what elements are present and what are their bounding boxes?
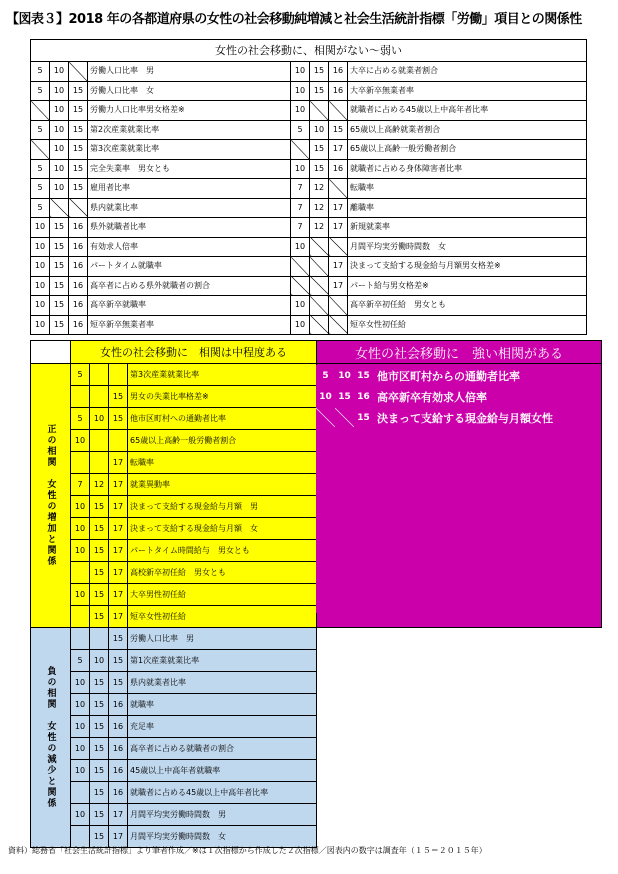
year-cell: 5 bbox=[71, 408, 90, 430]
empty-slash-cell bbox=[109, 430, 128, 452]
table-row bbox=[31, 782, 602, 804]
year-cell: 5 bbox=[31, 198, 50, 218]
year-cell: 17 bbox=[329, 218, 348, 238]
year-cell: 10 bbox=[71, 430, 90, 452]
year-cell: 17 bbox=[109, 496, 128, 518]
empty-slash-cell bbox=[69, 62, 88, 82]
year-cell: 15 bbox=[109, 672, 128, 694]
year-cell: 12 bbox=[310, 218, 329, 238]
table-row bbox=[31, 628, 602, 650]
year-cell: 10 bbox=[291, 237, 310, 257]
empty-slash-cell bbox=[31, 140, 50, 160]
year-cell: 5 bbox=[31, 159, 50, 179]
indicator-label: 高卒新卒有効求人倍率 bbox=[377, 390, 487, 404]
indicator-label: 他市区町村への通勤者比率 bbox=[128, 408, 317, 430]
year-cell: 16 bbox=[109, 782, 128, 804]
table-row bbox=[31, 804, 602, 826]
table-row bbox=[31, 179, 587, 199]
indicator-label: 雇用者比率 bbox=[88, 179, 291, 199]
table-row bbox=[31, 276, 587, 296]
empty-slash-cell bbox=[316, 408, 335, 427]
year-cell: 15 bbox=[310, 62, 329, 82]
year-cell: 10 bbox=[71, 584, 90, 606]
indicator-label: 65歳以上高齢就業者割合 bbox=[348, 120, 587, 140]
corner-cell bbox=[31, 341, 71, 364]
year-cell: 15 bbox=[90, 562, 109, 584]
year-cell: 17 bbox=[109, 804, 128, 826]
year-cell: 10 bbox=[291, 315, 310, 335]
indicator-label: 大卒男性初任給 bbox=[128, 584, 317, 606]
year-cell: 16 bbox=[329, 81, 348, 101]
table-row bbox=[31, 120, 587, 140]
empty-slash-cell bbox=[329, 101, 348, 121]
table-row bbox=[31, 760, 602, 782]
year-cell: 10 bbox=[291, 81, 310, 101]
indicator-label: 県内就業者比率 bbox=[128, 672, 317, 694]
table-row bbox=[31, 101, 587, 121]
year-cell: 7 bbox=[291, 179, 310, 199]
year-cell: 10 bbox=[31, 257, 50, 277]
year-cell: 10 bbox=[90, 408, 109, 430]
indicator-label: 完全失業率 男女とも bbox=[88, 159, 291, 179]
year-cell: 10 bbox=[50, 159, 69, 179]
indicator-label: 労働人口比率 男 bbox=[128, 628, 317, 650]
indicator-label: 月間平均実労働時間数 女 bbox=[128, 826, 317, 848]
year-cell: 15 bbox=[90, 540, 109, 562]
year-cell: 10 bbox=[319, 391, 332, 402]
strong-correlation-panel bbox=[316, 365, 601, 613]
indicator-label: 大卒に占める就業者割合 bbox=[348, 62, 587, 82]
empty-slash-cell bbox=[310, 237, 329, 257]
empty-slash-cell bbox=[71, 606, 90, 628]
year-cell: 5 bbox=[71, 650, 90, 672]
year-cell: 15 bbox=[69, 179, 88, 199]
empty-slash-cell bbox=[50, 198, 69, 218]
indicator-label: 離職率 bbox=[348, 198, 587, 218]
empty-slash-cell bbox=[90, 452, 109, 474]
year-cell: 15 bbox=[310, 140, 329, 160]
year-cell: 16 bbox=[69, 276, 88, 296]
year-cell: 15 bbox=[50, 315, 69, 335]
year-cell: 5 bbox=[71, 364, 90, 386]
indicator-label: 労働人口比率 女 bbox=[88, 81, 291, 101]
year-cell: 7 bbox=[71, 474, 90, 496]
empty-slash-cell bbox=[329, 179, 348, 199]
empty-slash-cell bbox=[291, 257, 310, 277]
year-cell: 10 bbox=[31, 218, 50, 238]
year-cell: 17 bbox=[109, 826, 128, 848]
year-cell: 10 bbox=[50, 179, 69, 199]
indicator-label: 男女の失業比率格差※ bbox=[128, 386, 317, 408]
indicator-label: 決まって支給する現金給与月額 男 bbox=[128, 496, 317, 518]
table-row bbox=[31, 81, 587, 101]
indicator-label: 就職者に占める身体障害者比率 bbox=[348, 159, 587, 179]
indicator-label: 就職率 bbox=[128, 694, 317, 716]
indicator-label: 充足率 bbox=[128, 716, 317, 738]
year-cell: 10 bbox=[71, 496, 90, 518]
indicator-label: 高校新卒初任給 男女とも bbox=[128, 562, 317, 584]
positive-correlation-label bbox=[31, 364, 71, 628]
table-row bbox=[31, 672, 602, 694]
year-cell: 10 bbox=[71, 672, 90, 694]
year-cell: 5 bbox=[291, 120, 310, 140]
indicator-label: 就職者に占める45歳以上中高年者比率 bbox=[128, 782, 317, 804]
year-cell: 15 bbox=[109, 628, 128, 650]
year-cell: 17 bbox=[109, 562, 128, 584]
year-cell: 15 bbox=[357, 370, 370, 381]
indicator-label: 第3次産業就業比率 bbox=[88, 140, 291, 160]
indicator-label: 転職率 bbox=[348, 179, 587, 199]
table-row bbox=[31, 198, 587, 218]
year-cell: 15 bbox=[310, 159, 329, 179]
year-cell: 15 bbox=[329, 120, 348, 140]
year-cell: 10 bbox=[310, 120, 329, 140]
year-cell: 16 bbox=[69, 257, 88, 277]
year-cell: 17 bbox=[329, 257, 348, 277]
table-row bbox=[31, 315, 587, 335]
moderate-correlation-header: 女性の社会移動に 相関は中程度ある bbox=[71, 341, 317, 364]
year-cell: 15 bbox=[90, 584, 109, 606]
year-cell: 10 bbox=[71, 518, 90, 540]
year-cell: 5 bbox=[322, 370, 329, 381]
indicator-label: 第3次産業就業比率 bbox=[128, 364, 317, 386]
indicator-label: パート給与男女格差※ bbox=[348, 276, 587, 296]
table-row bbox=[31, 218, 587, 238]
table-row bbox=[31, 650, 602, 672]
empty-slash-cell bbox=[329, 237, 348, 257]
table-row bbox=[31, 716, 602, 738]
empty-slash-cell bbox=[310, 276, 329, 296]
empty-slash-cell bbox=[71, 386, 90, 408]
indicator-label: 短卒女性初任給 bbox=[128, 606, 317, 628]
empty-slash-cell bbox=[310, 296, 329, 316]
year-cell: 15 bbox=[90, 804, 109, 826]
year-cell: 16 bbox=[329, 62, 348, 82]
year-cell: 17 bbox=[109, 474, 128, 496]
empty-slash-cell bbox=[310, 315, 329, 335]
year-cell: 17 bbox=[329, 276, 348, 296]
year-cell: 15 bbox=[109, 386, 128, 408]
year-cell: 16 bbox=[69, 218, 88, 238]
year-cell: 10 bbox=[31, 296, 50, 316]
indicator-label: 月間平均実労働時間数 女 bbox=[348, 237, 587, 257]
weak-correlation-header: 女性の社会移動に、相関がない～弱い bbox=[31, 40, 587, 62]
indicator-label: 45歳以上中高年者就職率 bbox=[128, 760, 317, 782]
indicator-label: 月間平均実労働時間数 男 bbox=[128, 804, 317, 826]
year-cell: 15 bbox=[69, 140, 88, 160]
indicator-label: 決まって支給する現金給与月額女性 bbox=[377, 411, 553, 425]
year-cell: 12 bbox=[310, 198, 329, 218]
year-cell: 15 bbox=[357, 412, 370, 423]
empty-slash-cell bbox=[310, 101, 329, 121]
year-cell: 15 bbox=[90, 606, 109, 628]
indicator-label: 短卒新卒無業者率 bbox=[88, 315, 291, 335]
empty-slash-cell bbox=[329, 315, 348, 335]
year-cell: 15 bbox=[90, 694, 109, 716]
year-cell: 15 bbox=[50, 218, 69, 238]
empty-slash-cell bbox=[71, 452, 90, 474]
year-cell: 16 bbox=[69, 296, 88, 316]
table-row bbox=[31, 62, 587, 82]
year-cell: 16 bbox=[69, 237, 88, 257]
year-cell: 7 bbox=[291, 198, 310, 218]
year-cell: 10 bbox=[71, 760, 90, 782]
empty-slash-cell bbox=[90, 430, 109, 452]
year-cell: 10 bbox=[90, 650, 109, 672]
year-cell: 5 bbox=[31, 120, 50, 140]
indicator-label: 就職者に占める45歳以上中高年者比率 bbox=[348, 101, 587, 121]
year-cell: 16 bbox=[109, 760, 128, 782]
positive-correlation-text: 正の相関 女性の増加と関係 bbox=[45, 424, 56, 567]
empty-slash-cell bbox=[291, 140, 310, 160]
indicator-label: 決まって支給する現金給与月額男女格差※ bbox=[348, 257, 587, 277]
weak-correlation-table bbox=[30, 39, 587, 335]
empty-slash-cell bbox=[109, 364, 128, 386]
year-cell: 15 bbox=[90, 760, 109, 782]
year-cell: 15 bbox=[69, 101, 88, 121]
year-cell: 10 bbox=[31, 315, 50, 335]
year-cell: 15 bbox=[50, 257, 69, 277]
table-row bbox=[31, 296, 587, 316]
year-cell: 10 bbox=[291, 62, 310, 82]
strong-correlation-header: 女性の社会移動に 強い相関がある bbox=[317, 341, 602, 364]
year-cell: 16 bbox=[357, 391, 370, 402]
indicator-label: 65歳以上高齢一般労働者割合 bbox=[348, 140, 587, 160]
indicator-label: 高卒新卒初任給 男女とも bbox=[348, 296, 587, 316]
indicator-label: 有効求人倍率 bbox=[88, 237, 291, 257]
year-cell: 15 bbox=[90, 738, 109, 760]
negative-correlation-text: 負の相関 女性の減少と関係 bbox=[45, 666, 56, 809]
figure-title: 【図表３】2018 年の各都道府県の女性の社会移動純増減と社会生活統計指標「労働」項目との関係性 bbox=[6, 12, 582, 27]
indicator-label: パートタイム就職率 bbox=[88, 257, 291, 277]
year-cell: 10 bbox=[31, 237, 50, 257]
year-cell: 10 bbox=[50, 81, 69, 101]
table-row bbox=[31, 257, 587, 277]
year-cell: 10 bbox=[71, 804, 90, 826]
year-cell: 10 bbox=[31, 276, 50, 296]
indicator-label: 短卒女性初任給 bbox=[348, 315, 587, 335]
year-cell: 10 bbox=[338, 370, 351, 381]
year-cell: 15 bbox=[338, 391, 351, 402]
year-cell: 10 bbox=[50, 120, 69, 140]
year-cell: 5 bbox=[31, 62, 50, 82]
empty-slash-cell bbox=[90, 628, 109, 650]
indicator-label: 高卒新卒就職率 bbox=[88, 296, 291, 316]
year-cell: 15 bbox=[50, 296, 69, 316]
year-cell: 15 bbox=[109, 408, 128, 430]
year-cell: 16 bbox=[109, 738, 128, 760]
table-row bbox=[31, 237, 587, 257]
year-cell: 16 bbox=[69, 315, 88, 335]
indicator-label: 他市区町村からの通勤者比率 bbox=[377, 369, 520, 383]
year-cell: 10 bbox=[71, 716, 90, 738]
strong-correlation-row bbox=[316, 365, 601, 386]
year-cell: 16 bbox=[329, 159, 348, 179]
year-cell: 17 bbox=[109, 584, 128, 606]
indicator-label: 労働力人口比率男女格差※ bbox=[88, 101, 291, 121]
year-cell: 15 bbox=[109, 650, 128, 672]
year-cell: 17 bbox=[329, 198, 348, 218]
indicator-label: 第2次産業就業比率 bbox=[88, 120, 291, 140]
empty-slash-cell bbox=[71, 628, 90, 650]
year-cell: 7 bbox=[291, 218, 310, 238]
year-cell: 15 bbox=[90, 716, 109, 738]
year-cell: 17 bbox=[109, 518, 128, 540]
year-cell: 10 bbox=[291, 101, 310, 121]
empty-slash-cell bbox=[291, 276, 310, 296]
year-cell: 10 bbox=[50, 101, 69, 121]
strong-correlation-row bbox=[316, 386, 601, 407]
year-cell: 15 bbox=[310, 81, 329, 101]
indicator-label: パートタイム時間給与 男女とも bbox=[128, 540, 317, 562]
year-cell: 15 bbox=[69, 159, 88, 179]
indicator-label: 就業異動率 bbox=[128, 474, 317, 496]
year-cell: 15 bbox=[69, 120, 88, 140]
indicator-label: 第1次産業就業比率 bbox=[128, 650, 317, 672]
year-cell: 10 bbox=[71, 738, 90, 760]
table-row bbox=[31, 694, 602, 716]
strong-correlation-row bbox=[316, 407, 601, 428]
indicator-label: 転職率 bbox=[128, 452, 317, 474]
year-cell: 17 bbox=[329, 140, 348, 160]
year-cell: 10 bbox=[71, 694, 90, 716]
empty-slash-cell bbox=[69, 198, 88, 218]
year-cell: 15 bbox=[69, 81, 88, 101]
year-cell: 15 bbox=[90, 826, 109, 848]
year-cell: 10 bbox=[50, 140, 69, 160]
empty-slash-cell bbox=[90, 386, 109, 408]
empty-slash-cell bbox=[71, 562, 90, 584]
year-cell: 5 bbox=[31, 81, 50, 101]
year-cell: 15 bbox=[90, 496, 109, 518]
year-cell: 17 bbox=[109, 606, 128, 628]
year-cell: 15 bbox=[90, 782, 109, 804]
year-cell: 10 bbox=[291, 296, 310, 316]
year-cell: 12 bbox=[310, 179, 329, 199]
indicator-label: 高卒者に占める県外就職者の割合 bbox=[88, 276, 291, 296]
year-cell: 15 bbox=[50, 276, 69, 296]
year-cell: 5 bbox=[31, 179, 50, 199]
indicator-label: 労働人口比率 男 bbox=[88, 62, 291, 82]
table-row bbox=[31, 140, 587, 160]
indicator-label: 高卒者に占める就職者の割合 bbox=[128, 738, 317, 760]
year-cell: 15 bbox=[90, 518, 109, 540]
empty-slash-cell bbox=[31, 101, 50, 121]
year-cell: 10 bbox=[50, 62, 69, 82]
indicator-label: 大卒新卒無業者率 bbox=[348, 81, 587, 101]
empty-slash-cell bbox=[90, 364, 109, 386]
empty-slash-cell bbox=[329, 296, 348, 316]
indicator-label: 県外就職者比率 bbox=[88, 218, 291, 238]
table-row bbox=[31, 159, 587, 179]
indicator-label: 県内就業比率 bbox=[88, 198, 291, 218]
year-cell: 17 bbox=[109, 452, 128, 474]
year-cell: 10 bbox=[71, 540, 90, 562]
year-cell: 10 bbox=[291, 159, 310, 179]
year-cell: 17 bbox=[109, 540, 128, 562]
negative-correlation-label bbox=[31, 628, 71, 848]
year-cell: 15 bbox=[50, 237, 69, 257]
year-cell: 15 bbox=[90, 672, 109, 694]
indicator-label: 65歳以上高齢一般労働者割合 bbox=[128, 430, 317, 452]
indicator-label: 決まって支給する現金給与月額 女 bbox=[128, 518, 317, 540]
indicator-label: 新規就業率 bbox=[348, 218, 587, 238]
empty-slash-cell bbox=[71, 782, 90, 804]
table-row bbox=[31, 738, 602, 760]
source-note: 資料）総務省「社会生活統計指標」より筆者作成／※は１次指標から作成した２次指標／図表内の数字は調査年（１５＝２０１５年） bbox=[8, 846, 487, 855]
empty-slash-cell bbox=[335, 408, 354, 427]
year-cell: 16 bbox=[109, 694, 128, 716]
empty-slash-cell bbox=[310, 257, 329, 277]
year-cell: 12 bbox=[90, 474, 109, 496]
year-cell: 16 bbox=[109, 716, 128, 738]
